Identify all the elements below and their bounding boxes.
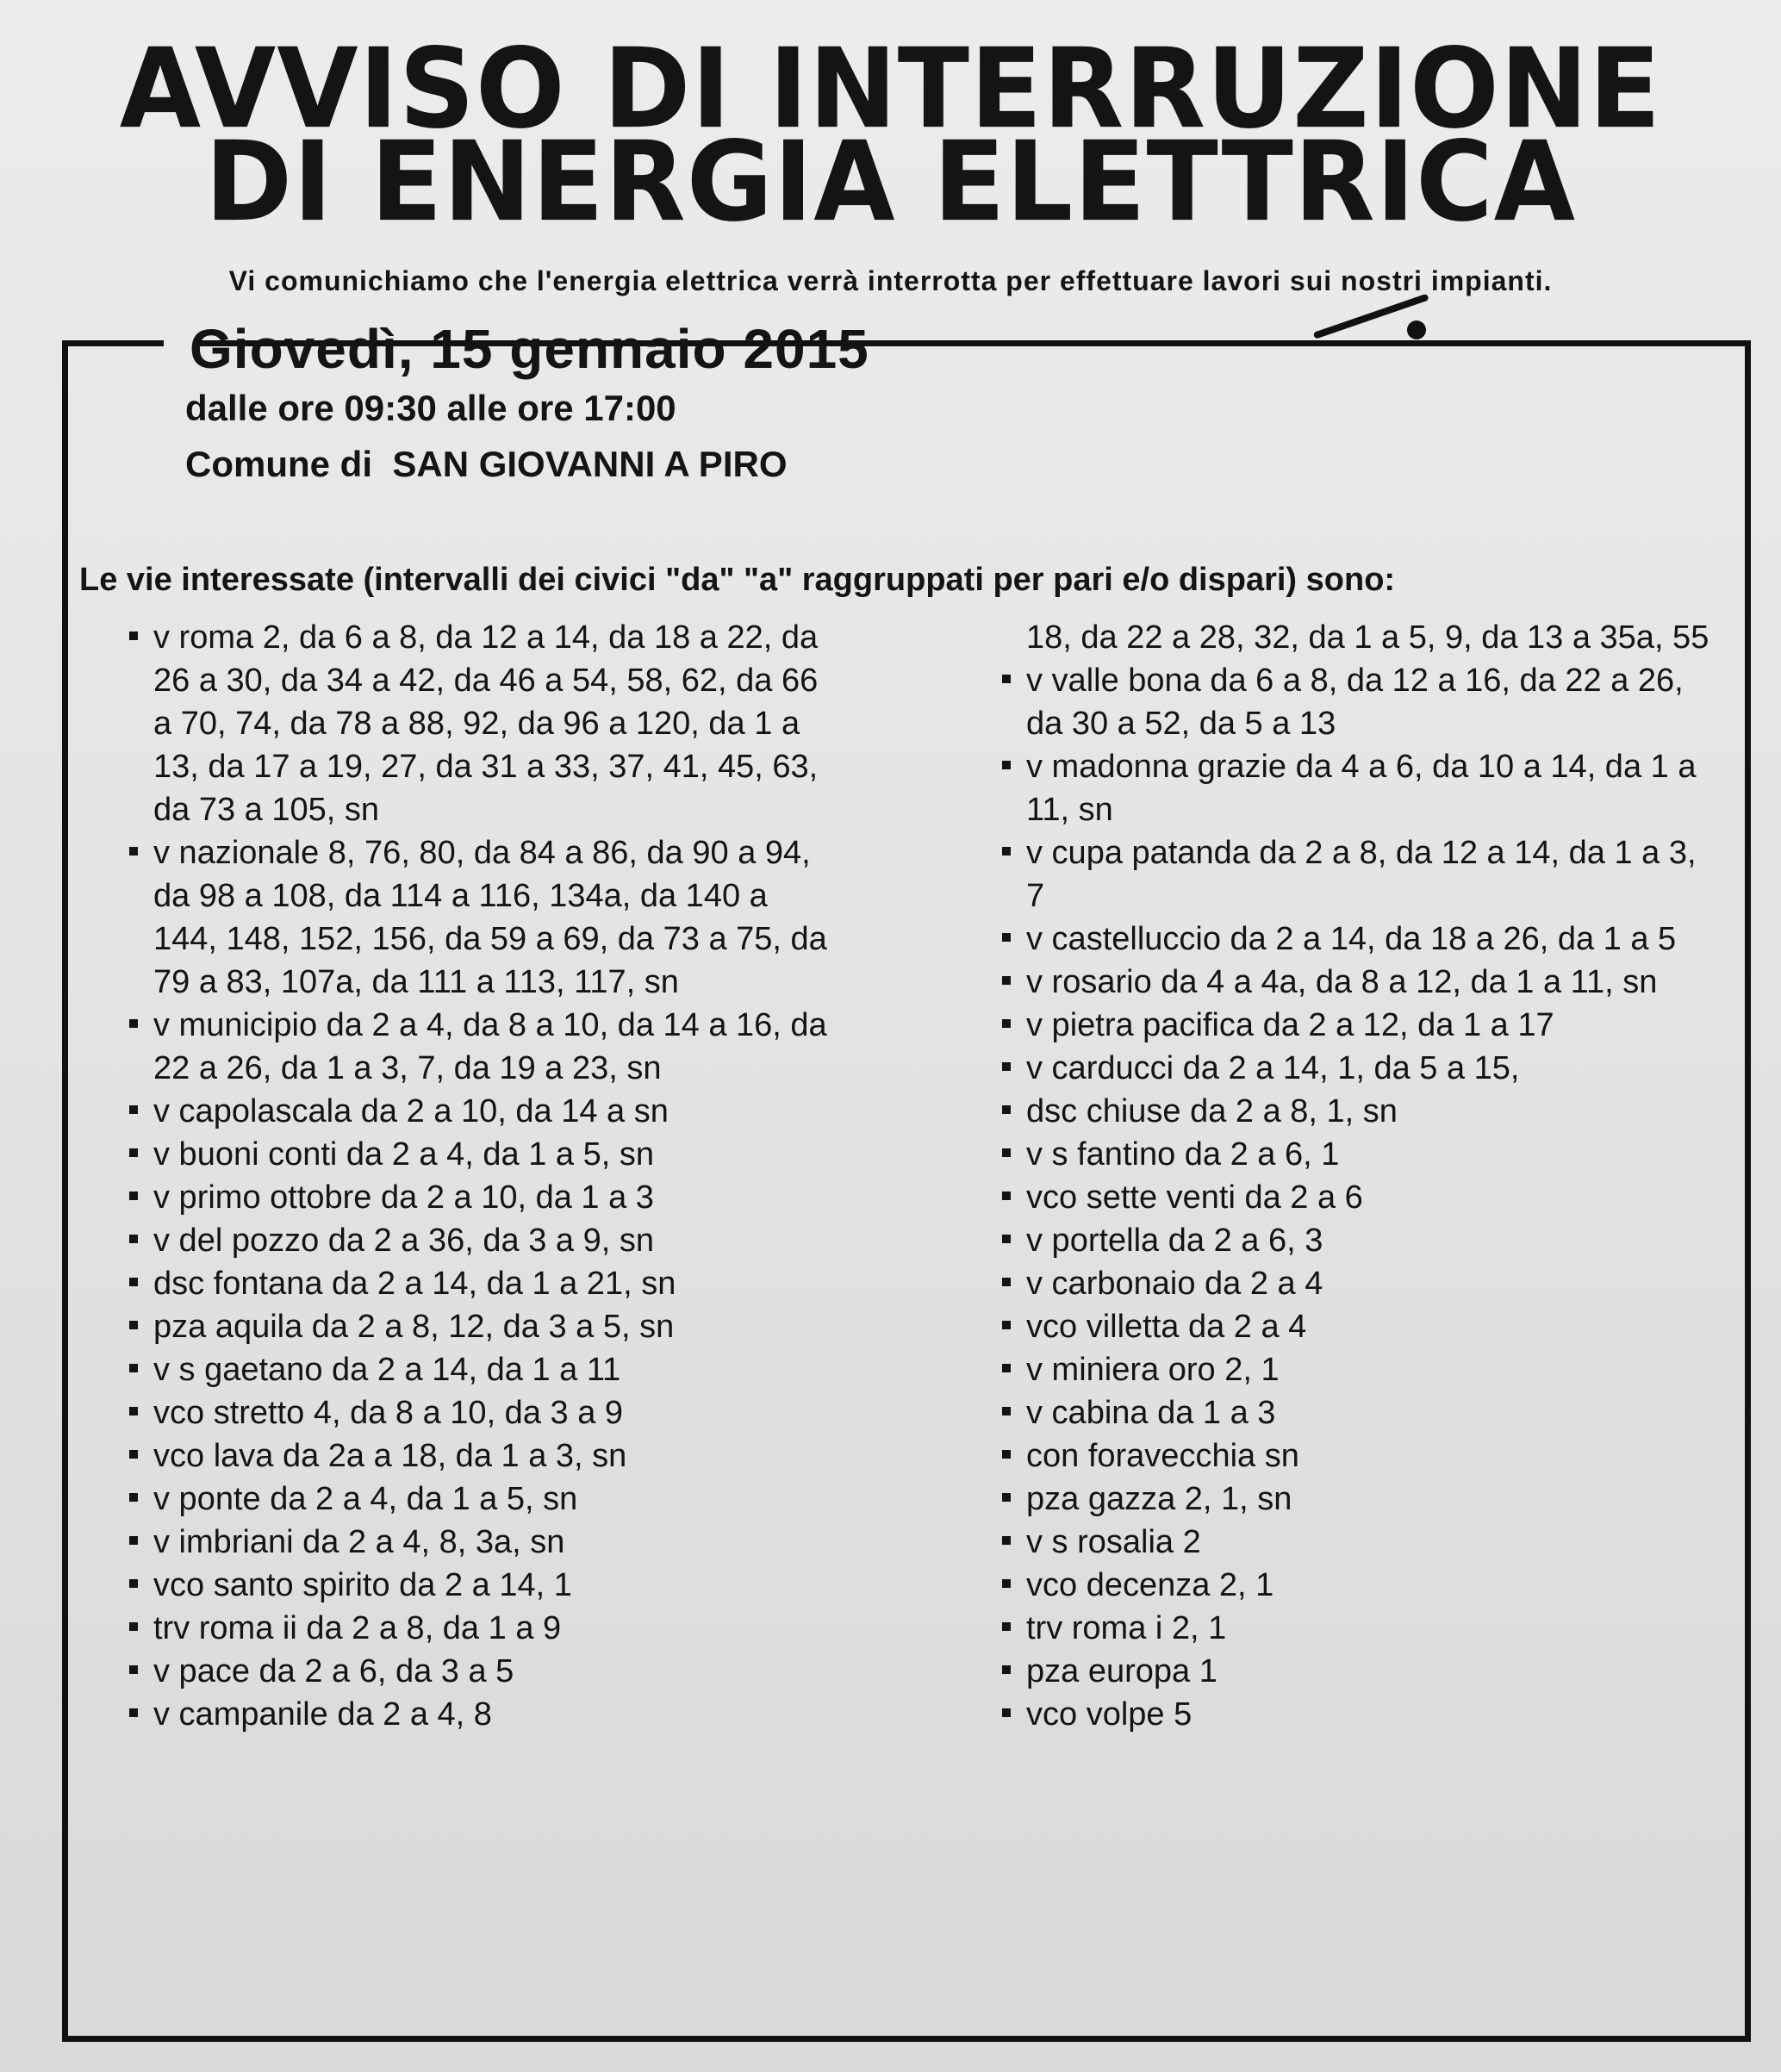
street-item <box>129 1219 836 1262</box>
street-text: v nazionale 8, 76, 80, da 84 a 86, da 90 a 94, da 98 a 108, da 114 a 116, 134a, da 140 a 144, 148, 152, 156, da 59 a 69, da 73 a 75, da 79 a 83, 107a, da 111 a 113, 117, sn <box>153 835 827 1000</box>
street-text: pza gazza 2, 1, sn <box>1026 1481 1292 1517</box>
street-item <box>1002 1607 1717 1650</box>
bullet-icon <box>1002 1062 1011 1071</box>
bullet-icon <box>129 1019 138 1028</box>
street-item <box>1002 659 1717 745</box>
street-text: vco decenza 2, 1 <box>1026 1567 1274 1603</box>
outage-date: Giovedì, 15 gennaio 2015 <box>190 318 869 380</box>
street-text: vco lava da 2a a 18, da 1 a 3, sn <box>153 1438 627 1474</box>
street-item <box>1002 1090 1717 1133</box>
street-text: v carbonaio da 2 a 4 <box>1026 1266 1323 1302</box>
street-item <box>1002 1348 1717 1391</box>
intro-text: Vi comunichiamo che l'energia elettrica verrà interrotta per effettuare lavori sui nostri impianti. <box>228 265 1553 296</box>
street-item <box>1002 1004 1717 1047</box>
bullet-icon <box>129 1148 138 1157</box>
street-text: v rosario da 4 a 4a, da 8 a 12, da 1 a 11, sn <box>1026 964 1658 1000</box>
street-text: vco sette venti da 2 a 6 <box>1026 1179 1363 1216</box>
bullet-icon <box>129 1536 138 1545</box>
street-text: v cabina da 1 a 3 <box>1026 1395 1276 1431</box>
street-text: vco volpe 5 <box>1026 1696 1193 1733</box>
street-item <box>1002 1262 1717 1305</box>
street-text: v cupa patanda da 2 a 8, da 12 a 14, da 1 a 3, 7 <box>1026 835 1697 914</box>
street-item <box>1002 1478 1717 1521</box>
street-item <box>1002 1521 1717 1564</box>
bullet-icon <box>129 1192 138 1200</box>
street-item <box>129 1262 836 1305</box>
street-text: dsc fontana da 2 a 14, da 1 a 21, sn <box>153 1266 676 1302</box>
street-list-left <box>129 616 836 1736</box>
street-text: dsc chiuse da 2 a 8, 1, sn <box>1026 1093 1398 1129</box>
bullet-icon <box>129 1278 138 1286</box>
street-item <box>1002 961 1717 1004</box>
street-text: v municipio da 2 a 4, da 8 a 10, da 14 a 16, da 22 a 26, da 1 a 3, 7, da 19 a 23, sn <box>153 1007 827 1086</box>
bullet-icon <box>1002 1536 1011 1545</box>
street-item <box>1002 1564 1717 1607</box>
street-item <box>1002 918 1717 961</box>
street-item <box>1002 1219 1717 1262</box>
bullet-icon <box>129 1493 138 1502</box>
street-item <box>129 831 836 1004</box>
street-item <box>1002 1133 1717 1176</box>
bullet-icon <box>1002 1450 1011 1459</box>
bullet-icon <box>129 1364 138 1372</box>
street-item <box>1002 1650 1717 1693</box>
street-item <box>129 1521 836 1564</box>
bullet-icon <box>129 1579 138 1588</box>
street-text: trv roma ii da 2 a 8, da 1 a 9 <box>153 1610 562 1646</box>
street-text: v imbriani da 2 a 4, 8, 3a, sn <box>153 1524 565 1560</box>
street-text: pza europa 1 <box>1026 1653 1217 1689</box>
street-text: v campanile da 2 a 4, 8 <box>153 1696 492 1733</box>
street-text: v del pozzo da 2 a 36, da 3 a 9, sn <box>153 1223 654 1259</box>
street-item <box>1002 831 1717 918</box>
street-text: v s rosalia 2 <box>1026 1524 1201 1560</box>
street-item <box>1002 1434 1717 1478</box>
bullet-icon <box>129 1708 138 1717</box>
outage-time: dalle ore 09:30 alle ore 17:00 <box>185 388 676 428</box>
bullet-icon <box>129 1407 138 1416</box>
street-item <box>1002 1305 1717 1348</box>
bullet-icon <box>1002 1579 1011 1588</box>
street-text: v roma 2, da 6 a 8, da 12 a 14, da 18 a 22, da 26 a 30, da 34 a 42, da 46 a 54, 58, 62, da 66 a 70, 74, da 78 a 88, 92, da 96 a 120, da 1 a 13, da 17 a 19, 27, da 31 a 33, 37, 41, 45, 63, da 73 a 105, sn <box>153 619 819 828</box>
bullet-icon <box>129 632 138 640</box>
street-text: v miniera oro 2, 1 <box>1026 1352 1280 1388</box>
bullet-icon <box>1002 1407 1011 1416</box>
street-item <box>129 1090 836 1133</box>
bullet-icon <box>1002 1665 1011 1674</box>
street-text: v madonna grazie da 4 a 6, da 10 a 14, da 1 a 11, sn <box>1026 749 1697 828</box>
street-text: vco stretto 4, da 8 a 10, da 3 a 9 <box>153 1395 624 1431</box>
street-item <box>129 1564 836 1607</box>
street-text: v s gaetano da 2 a 14, da 1 a 11 <box>153 1352 621 1388</box>
bullet-icon <box>1002 1708 1011 1717</box>
street-item <box>1002 1391 1717 1434</box>
street-item <box>1002 1047 1717 1090</box>
bullet-icon <box>1002 933 1011 942</box>
street-text: v valle bona da 6 a 8, da 12 a 16, da 22 a 26, da 30 a 52, da 5 a 13 <box>1026 663 1684 742</box>
bullet-icon <box>129 1321 138 1329</box>
bullet-icon <box>1002 1278 1011 1286</box>
street-item <box>1002 1693 1717 1736</box>
street-item <box>129 1478 836 1521</box>
street-continuation: 18, da 22 a 28, 32, da 1 a 5, 9, da 13 a 35a, 55 <box>1026 619 1709 656</box>
street-item <box>129 1176 836 1219</box>
street-item <box>129 1607 836 1650</box>
pen-dot <box>1407 320 1426 339</box>
bullet-icon <box>1002 675 1011 683</box>
bullet-icon <box>129 1450 138 1459</box>
bullet-icon <box>1002 976 1011 985</box>
comune-name: SAN GIOVANNI A PIRO <box>392 444 788 484</box>
street-text: v s fantino da 2 a 6, 1 <box>1026 1136 1340 1173</box>
bullet-icon <box>1002 1321 1011 1329</box>
comune <box>185 444 788 485</box>
bullet-icon <box>129 1665 138 1674</box>
bullet-icon <box>1002 1235 1011 1243</box>
bullet-icon <box>129 1235 138 1243</box>
street-text: v buoni conti da 2 a 4, da 1 a 5, sn <box>153 1136 654 1173</box>
street-text: vco santo spirito da 2 a 14, 1 <box>153 1567 572 1603</box>
bullet-icon <box>1002 847 1011 856</box>
bullet-icon <box>1002 1493 1011 1502</box>
street-item <box>129 1305 836 1348</box>
comune-prefix: Comune di <box>185 444 372 484</box>
street-item <box>129 1348 836 1391</box>
street-item <box>129 616 836 831</box>
street-text: v primo ottobre da 2 a 10, da 1 a 3 <box>153 1179 654 1216</box>
street-item <box>129 1650 836 1693</box>
bullet-icon <box>1002 1105 1011 1114</box>
street-item <box>1002 745 1717 831</box>
bullet-icon <box>1002 761 1011 769</box>
bullet-icon <box>1002 1622 1011 1631</box>
street-text: v carducci da 2 a 14, 1, da 5 a 15, <box>1026 1050 1520 1086</box>
street-item <box>129 1004 836 1090</box>
street-text: trv roma i 2, 1 <box>1026 1610 1227 1646</box>
street-text: v pietra pacifica da 2 a 12, da 1 a 17 <box>1026 1007 1554 1043</box>
bullet-icon <box>129 1622 138 1631</box>
title-line-1: AVVISO DI INTERRUZIONE <box>119 24 1662 153</box>
street-item <box>129 1434 836 1478</box>
street-text: con foravecchia sn <box>1026 1438 1299 1474</box>
street-text: v capolascala da 2 a 10, da 14 a sn <box>153 1093 669 1129</box>
street-text: pza aquila da 2 a 8, 12, da 3 a 5, sn <box>153 1309 675 1345</box>
title-line-2: DI ENERGIA ELETTRICA <box>204 117 1577 246</box>
streets-heading: Le vie interessate (intervalli dei civici "da" "a" raggruppati per pari e/o dispari) sono: <box>79 562 1396 598</box>
street-item <box>129 1693 836 1736</box>
street-text: v ponte da 2 a 4, da 1 a 5, sn <box>153 1481 578 1517</box>
bullet-icon <box>1002 1364 1011 1372</box>
street-item <box>129 1133 836 1176</box>
street-text: vco villetta da 2 a 4 <box>1026 1309 1307 1345</box>
street-list-right <box>1002 616 1717 1736</box>
street-text: v castelluccio da 2 a 14, da 18 a 26, da 1 a 5 <box>1026 921 1677 957</box>
bullet-icon <box>129 1105 138 1114</box>
street-text: v portella da 2 a 6, 3 <box>1026 1223 1323 1259</box>
street-item <box>129 1391 836 1434</box>
street-text: v pace da 2 a 6, da 3 a 5 <box>153 1653 514 1689</box>
bullet-icon <box>1002 1192 1011 1200</box>
bullet-icon <box>129 847 138 856</box>
bullet-icon <box>1002 1148 1011 1157</box>
bullet-icon <box>1002 1019 1011 1028</box>
street-item <box>1002 1176 1717 1219</box>
